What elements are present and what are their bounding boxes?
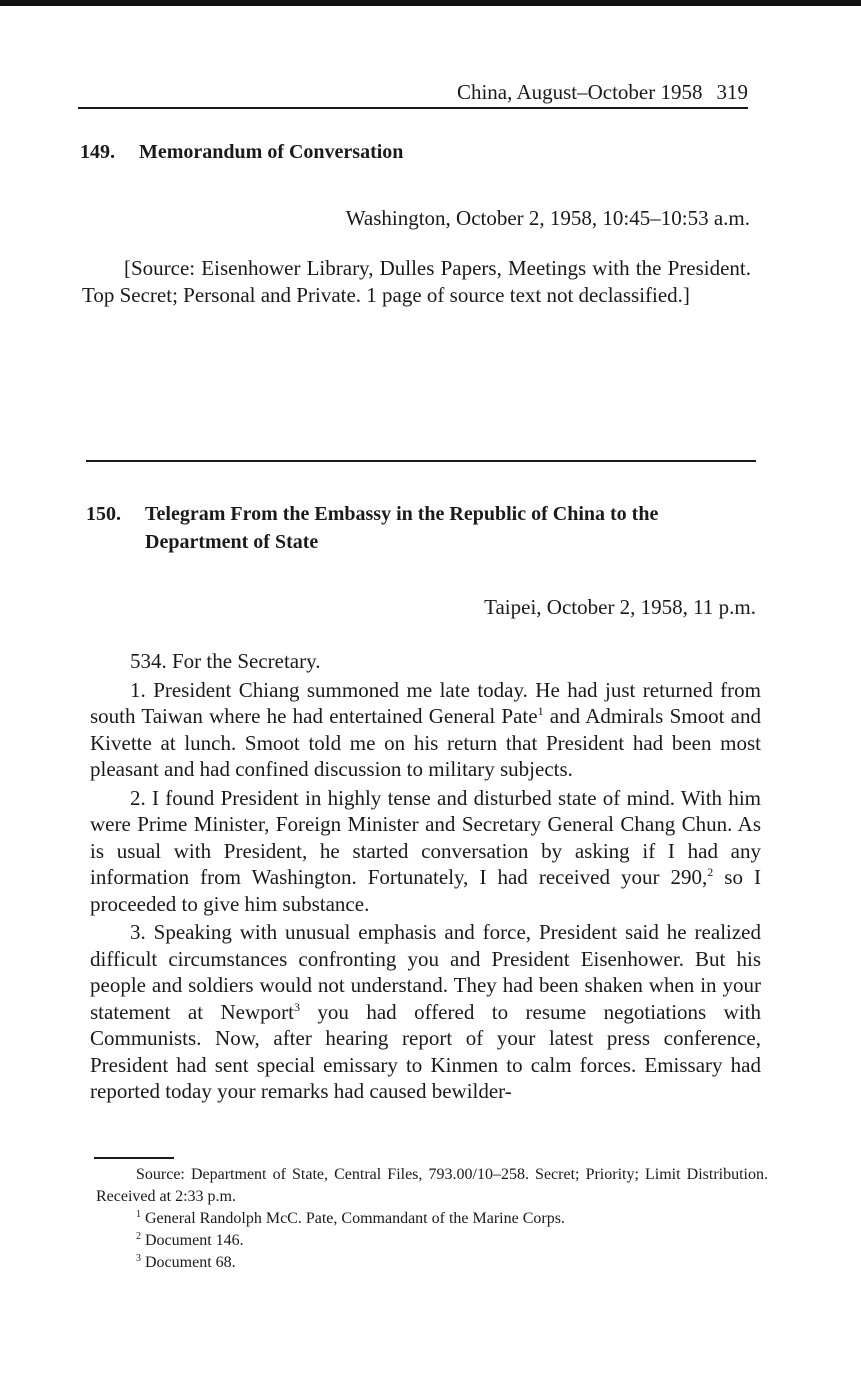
footnote-text: Document 68. <box>145 1254 236 1271</box>
paragraph-text: 2. I found President in highly tense and disturbed state of mind. With him were Prime Minister, Foreign Minister and Secretary General Chang Chun. As is usual with President, he started conversation by asking if I had any information from Washington. Fortunately, I had received your 290, <box>90 785 761 889</box>
paragraph-2 <box>90 785 761 918</box>
paragraph-text: and Admirals Smoot and Kivette at lunch. Smoot told me on his return that President had been most pleasant and had confined discussion to military subjects. <box>90 704 761 781</box>
footnote-3 <box>96 1252 768 1274</box>
running-head-title: China, August–October 1958 <box>456 80 703 104</box>
paragraph-1 <box>90 677 761 783</box>
document-150-dateline: Taipei, October 2, 1958, 11 p.m. <box>484 595 756 619</box>
paragraph-3 <box>90 919 761 1105</box>
page-top-edge <box>0 0 861 6</box>
footnote-marker: 1 <box>537 704 544 718</box>
section-divider <box>86 460 756 462</box>
running-head-rule <box>78 107 748 109</box>
paragraph-text: you had offered to resume negotiations with Communists. Now, after hearing report of your latest press conference, President had sent special emissary to Kinmen to calm forces. Emissary had reported today your remarks had caused bewilder- <box>90 999 761 1103</box>
footnote-marker: 2 <box>707 865 714 879</box>
footnotes <box>96 1164 768 1274</box>
telegram-opening: 534. For the Secretary. <box>130 649 321 673</box>
footnote-2 <box>96 1230 768 1252</box>
paragraph-text: 1. President Chiang summoned me late today. He had just returned from south Taiwan where he had entertained General Pate <box>90 677 761 728</box>
source-note-text: [Source: Eisenhower Library, Dulles Papers, Meetings with the President. Top Secret; Personal and Private. 1 page of source text not declassified.] <box>82 256 751 307</box>
document-number: 149. <box>80 141 115 163</box>
footnote-1 <box>96 1208 768 1230</box>
document-149-source-note <box>82 255 751 308</box>
paragraph-text: so I proceeded to give him substance. <box>90 865 761 916</box>
paragraph-text: 3. Speaking with unusual emphasis and force, President said he realized difficult circumstances confronting you and President Eisenhower. But his people and soldiers would not understand. They had been shaken when in your statement at Newport <box>90 920 761 1024</box>
footnote-source: Source: Department of State, Central Files, 793.00/10–258. Secret; Priority; Limit Distribution. Received at 2:33 p.m. <box>96 1166 768 1205</box>
footnote-text: Document 146. <box>145 1232 244 1249</box>
document-number: 150. <box>86 503 121 525</box>
footnote-marker: 3 <box>293 999 300 1014</box>
document-title: Telegram From the Embassy in the Republic of China to the Department of State <box>145 503 659 553</box>
page-number: 319 <box>716 80 748 104</box>
footnote-number: 1 <box>136 1209 141 1220</box>
running-head <box>78 78 748 106</box>
telegram-body <box>90 648 761 1107</box>
footnote-text: General Randolph McC. Pate, Commandant of the Marine Corps. <box>145 1210 565 1227</box>
footnote-rule <box>94 1157 174 1159</box>
document-title: Memorandum of Conversation <box>139 141 404 163</box>
footnote-number: 3 <box>136 1253 141 1264</box>
document-149-dateline: Washington, October 2, 1958, 10:45–10:53 a.m. <box>345 206 750 230</box>
footnote-number: 2 <box>136 1231 141 1242</box>
